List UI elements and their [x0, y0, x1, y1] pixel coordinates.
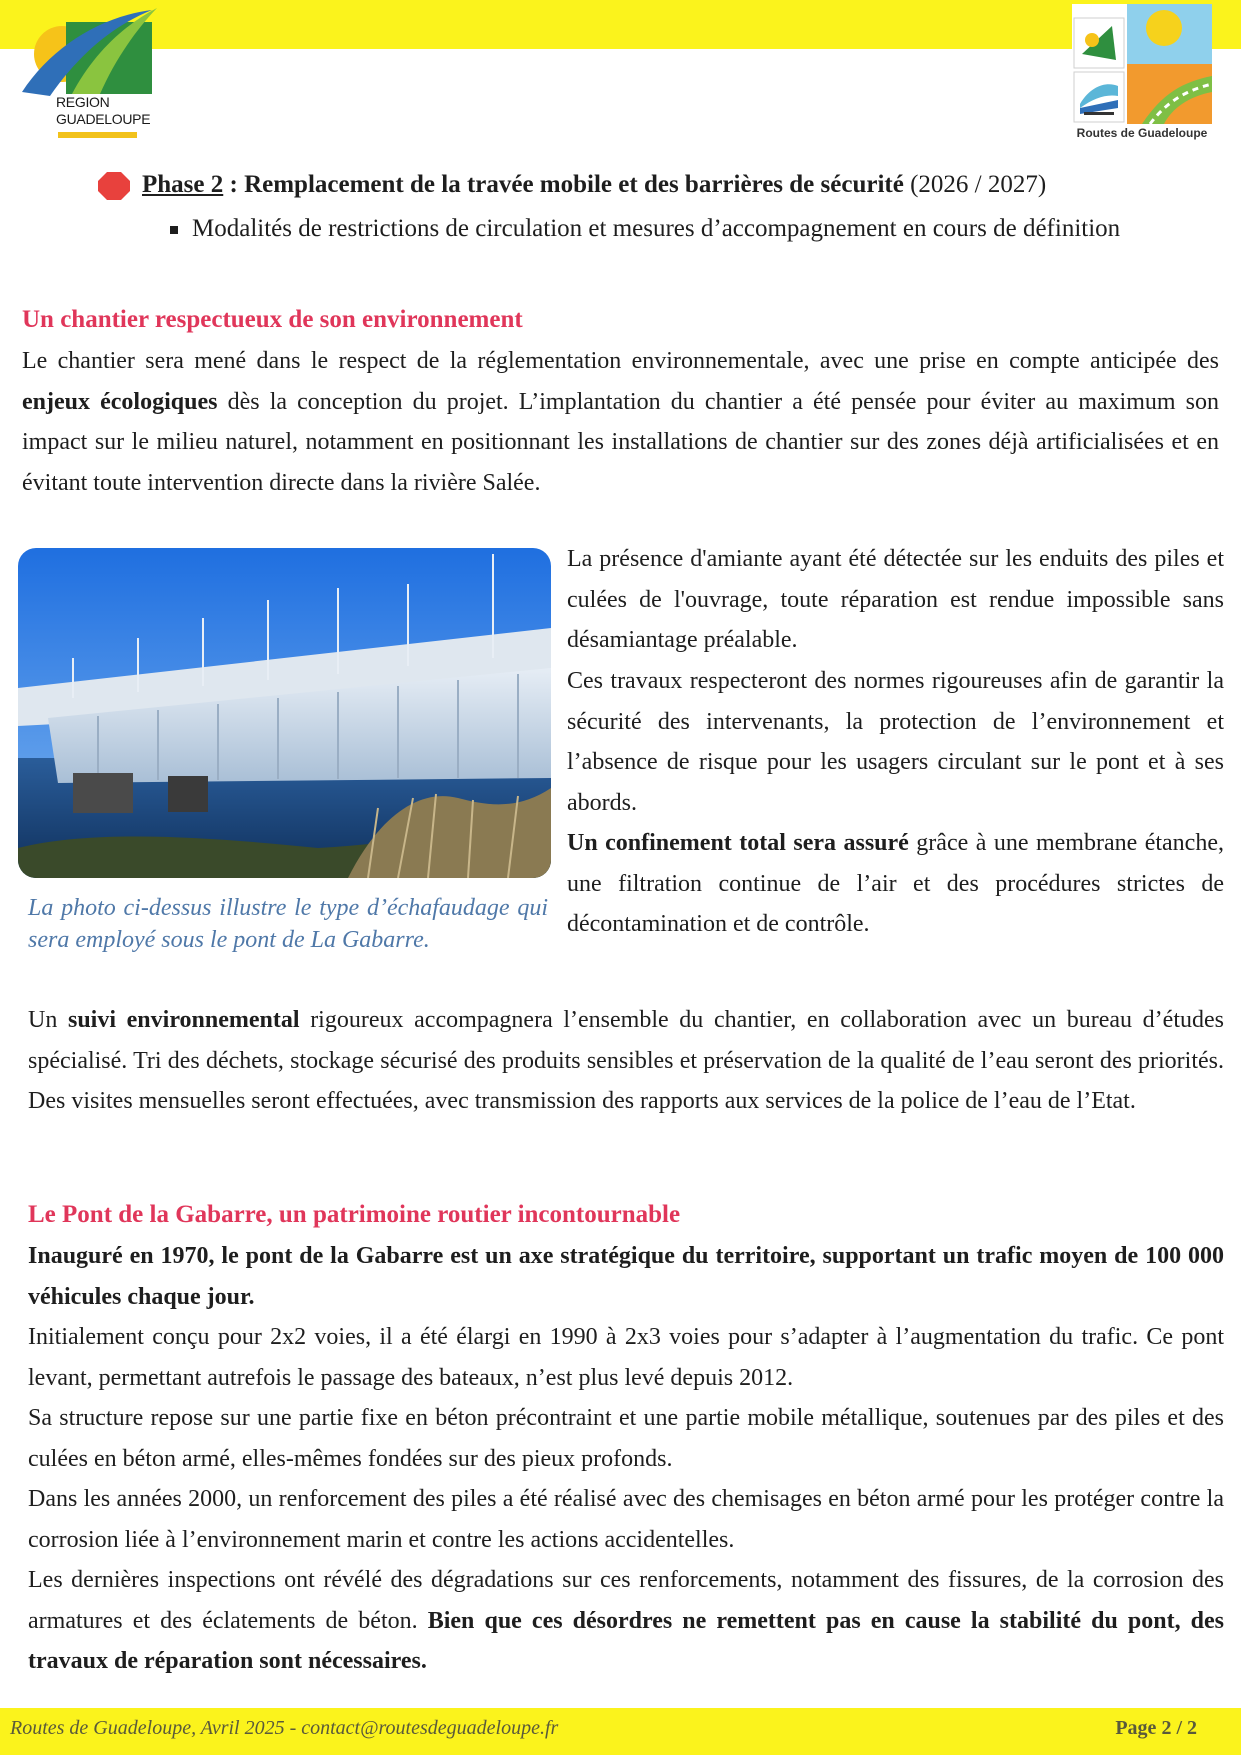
environment-intro-paragraph	[22, 341, 1219, 504]
section-heading-bridge: Le Pont de la Gabarre, un patrimoine routier incontournable	[28, 1201, 681, 1228]
monitoring-before: Un	[28, 1007, 68, 1033]
square-bullet-icon	[170, 226, 178, 234]
safety-paragraph: Ces travaux respecteront des normes rigoureuses afin de garantir la sécurité des intervenants, la protection de l’environnement et l’absence de risque pour les usagers circulant sur le pont et à ses abords.	[567, 668, 1224, 817]
photo-caption: La photo ci-dessus illustre le type d’échafaudage qui sera employé sous le pont de La Gabarre.	[28, 895, 548, 953]
logo-line-2: GUADELOUPE	[56, 111, 151, 127]
intro-text-bold: enjeux écologiques	[22, 388, 218, 415]
inspection-bold: Bien que ces désordres ne remettent pas en cause la stabilité du pont, des travaux de réparation sont nécessaires.	[28, 1607, 1224, 1675]
asbestos-paragraph: La présence d'amiante ayant été détectée sur les enduits des piles et culées de l'ouvrage, toute réparation est rendue impossible sans désamiantage préalable.	[567, 546, 1224, 654]
bridge-structure-paragraph: Sa structure repose sur une partie fixe en béton précontraint et une partie mobile métallique, soutenues par des piles et des culées en béton armé, elles-mêmes fondées sur des pieux profonds.	[28, 1405, 1224, 1472]
phase-separator: :	[223, 171, 245, 198]
phase-title: Remplacement de la travée mobile et des barrières de sécurité	[244, 171, 904, 198]
monitoring-paragraph	[28, 1000, 1224, 1122]
region-guadeloupe-logo-icon	[22, 6, 162, 96]
inspection-before: Les dernières inspections ont révélé des dégradations sur ces renforcements, notamment des fissures, de la corrosion des armatures et des éclatements de béton.	[28, 1567, 1224, 1634]
monitoring-bold: suivi environnemental	[67, 1007, 300, 1033]
section-heading-environment: Un chantier respectueux de son environnement	[22, 306, 523, 333]
octagon-bullet-icon	[98, 172, 130, 200]
intro-text-before: Le chantier sera mené dans le respect de la réglementation environnementale, avec une prise en compte anticipée des	[22, 348, 1219, 374]
logo-line-1: REGION	[56, 94, 110, 110]
bridge-lead-paragraph: Inauguré en 1970, le pont de la Gabarre est un axe stratégique du territoire, supportant un trafic moyen de 100 000 véhicules chaque jour.	[28, 1243, 1224, 1310]
logo-wordmark	[56, 94, 151, 128]
logo-underline	[58, 132, 137, 138]
bridge-photo-illustration	[18, 548, 551, 878]
phase-sub-bullet-text: Modalités de restrictions de circulation et mesures d’accompagnement en cours de définition	[192, 215, 1121, 242]
bridge-reinforcement-paragraph: Dans les années 2000, un renforcement des piles a été réalisé avec des chemisages en béton armé pour les protéger contre la corrosion liée à l’environnement marin et contre les actions accidentelles.	[28, 1486, 1224, 1553]
confinement-paragraph	[567, 823, 1224, 945]
page-number: Page 2 / 2	[1115, 1717, 1197, 1739]
routes-de-guadeloupe-logo	[1072, 4, 1212, 144]
phase-heading	[142, 168, 1046, 202]
bridge-history-paragraph: Initialement conçu pour 2x2 voies, il a été élargi en 1990 à 2x3 voies pour s’adapter à l’augmentation du trafic. Ce pont levant, permettant autrefois le passage des bateaux, n’est plus levé depuis 2012.	[28, 1324, 1224, 1391]
confinement-rest: grâce à une membrane étanche, une filtration continue de l’air et des procédures strictes de décontamination et de contrôle.	[567, 830, 1224, 938]
phase-label: Phase 2	[142, 171, 224, 198]
header-band	[0, 0, 1241, 49]
bridge-scaffolding-photo	[18, 548, 551, 878]
monitoring-after: rigoureux accompagnera l’ensemble du chantier, en collaboration avec un bureau d’études spécialisé. Tri des déchets, stockage sécurisé des produits sensibles et préservation de la qualité de l’eau seront des priorités. Des visites mensuelles seront effectuées, avec transmission des rapports aux services de la police de l’eau de l’Etat.	[28, 1007, 1224, 1115]
bridge-inspection-paragraph	[28, 1560, 1224, 1682]
routes-logo-caption: Routes de Guadeloupe	[1076, 126, 1208, 140]
confinement-bold: Un confinement total sera assuré	[567, 830, 909, 856]
intro-text-after: dès la conception du projet. L’implantation du chantier a été pensée pour éviter au maximum son impact sur le milieu naturel, notamment en positionnant les installations de chantier sur des zones déjà artificialisées et en évitant toute intervention directe dans la rivière Salée.	[22, 388, 1219, 497]
footer-contact: Routes de Guadeloupe, Avril 2025 - contact@routesdeguadeloupe.fr	[10, 1717, 559, 1739]
routes-de-guadeloupe-logo-icon	[1072, 4, 1212, 124]
phase-dates: (2026 / 2027)	[903, 171, 1047, 198]
region-guadeloupe-logo	[22, 6, 162, 142]
